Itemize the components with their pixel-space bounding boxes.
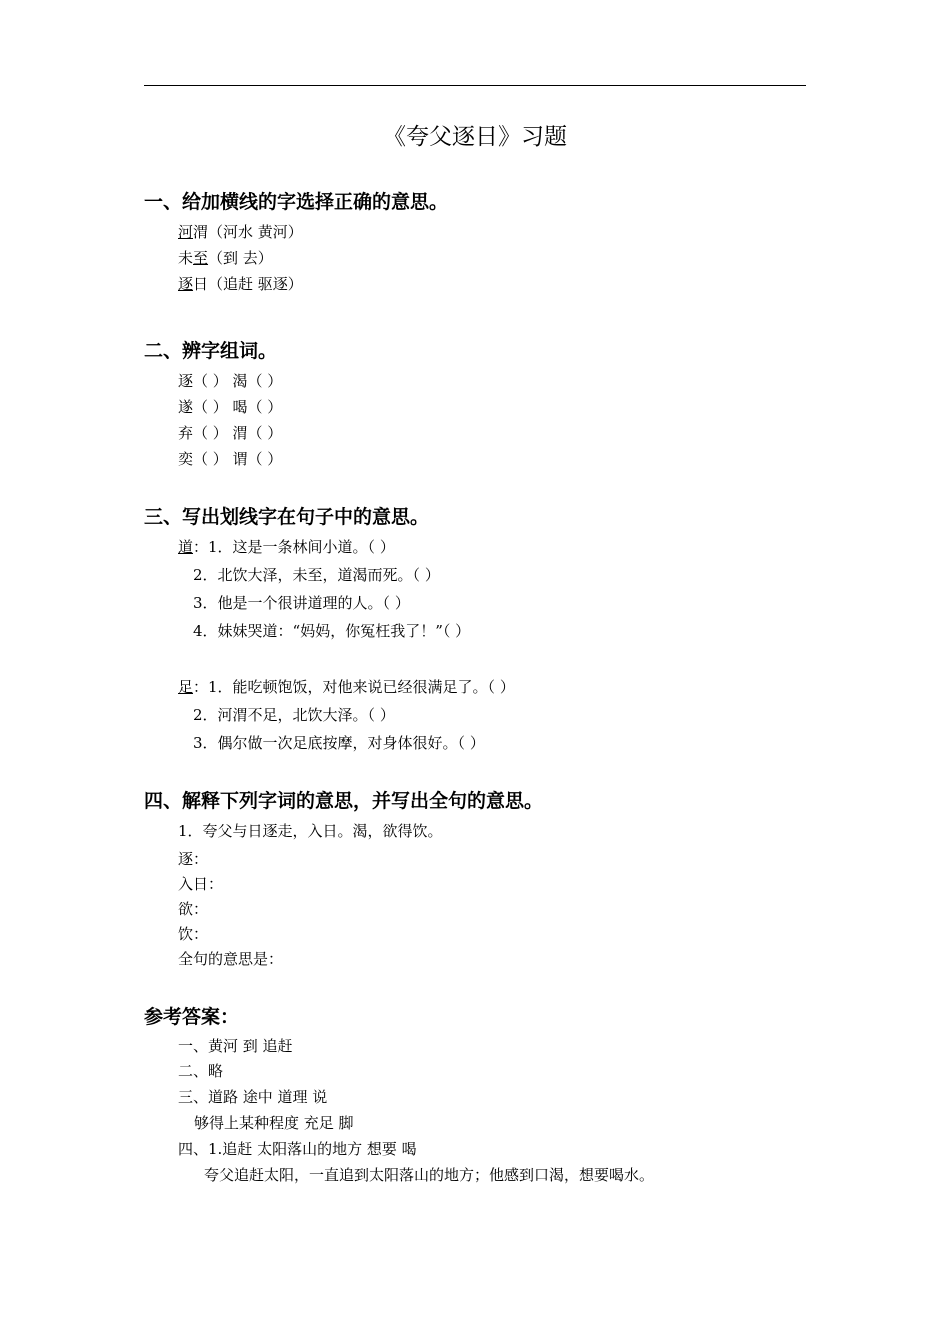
section-4-heading: 四、解释下列字词的意思，并写出全句的意思。 <box>144 790 544 812</box>
answer-line-1: 一、黄河 到 追赶 <box>178 1037 293 1055</box>
s3-zu-line-3: 3．偶尔做一次足底按摩，对身体很好。（ ） <box>193 734 485 752</box>
s4-line-4: 欲： <box>178 900 209 918</box>
s3-dao-line-3: 3．他是一个很讲道理的人。（ ） <box>193 594 410 612</box>
underlined-char: 道 <box>178 538 194 556</box>
underlined-char: 河 <box>178 223 194 241</box>
s2-row-4: 奕（ ） 谓（ ） <box>178 450 283 468</box>
s2-row-2: 遂（ ） 喝（ ） <box>178 398 283 416</box>
section-2-heading: 二、辨字组词。 <box>144 340 278 362</box>
header-rule <box>144 85 806 86</box>
answer-line-3: 三、道路 途中 道理 说 <box>178 1088 328 1106</box>
underlined-char: 足 <box>178 678 194 696</box>
s3-zu-line-2: 2．河渭不足，北饮大泽。（ ） <box>193 706 395 724</box>
s1-item-1 <box>178 222 303 242</box>
s2-row-3: 弃（ ） 渭（ ） <box>178 424 283 442</box>
s1-item-text: 日（追赶 驱逐） <box>193 275 303 293</box>
s4-line-3: 入日： <box>178 875 224 893</box>
s1-item-prefix: 未 <box>178 249 194 267</box>
s3-dao-line-1 <box>178 537 395 557</box>
s1-item-3 <box>178 274 303 294</box>
s4-line-2: 逐： <box>178 850 209 868</box>
section-3-heading: 三、写出划线字在句子中的意思。 <box>144 506 430 528</box>
s4-line-1: 1．夸父与日逐走，入日。渴，欲得饮。 <box>178 822 443 840</box>
s1-item-text: 渭（河水 黄河） <box>193 223 303 241</box>
s3-line-text: ：1．这是一条林间小道。（ ） <box>193 538 395 556</box>
s3-zu-line-1 <box>178 677 515 697</box>
section-1-heading: 一、给加横线的字选择正确的意思。 <box>144 191 449 213</box>
underlined-char: 至 <box>193 249 209 267</box>
s3-dao-line-2: 2．北饮大泽，未至，道渴而死。（ ） <box>193 566 440 584</box>
s4-line-5: 饮： <box>178 925 209 943</box>
answer-line-2: 二、略 <box>178 1062 224 1080</box>
s1-item-text: （到 去） <box>208 249 273 267</box>
answers-heading: 参考答案： <box>144 1006 240 1028</box>
s3-line-text: ：1．能吃顿饱饭，对他来说已经很满足了。（ ） <box>193 678 515 696</box>
s4-line-6: 全句的意思是： <box>178 950 284 968</box>
answer-line-4: 够得上某种程度 充足 脚 <box>194 1114 354 1132</box>
answer-line-6: 夸父追赶太阳，一直追到太阳落山的地方；他感到口渴，想要喝水。 <box>204 1166 655 1184</box>
underlined-char: 逐 <box>178 275 194 293</box>
answer-line-5: 四、1.追赶 太阳落山的地方 想要 喝 <box>178 1140 417 1158</box>
s1-item-2 <box>178 248 273 268</box>
document-title: 《夸父逐日》习题 <box>383 124 567 150</box>
s2-row-1: 逐（ ） 渴（ ） <box>178 372 283 390</box>
s3-dao-line-4: 4．妹妹哭道：“妈妈，你冤枉我了！”（ ） <box>193 622 471 640</box>
